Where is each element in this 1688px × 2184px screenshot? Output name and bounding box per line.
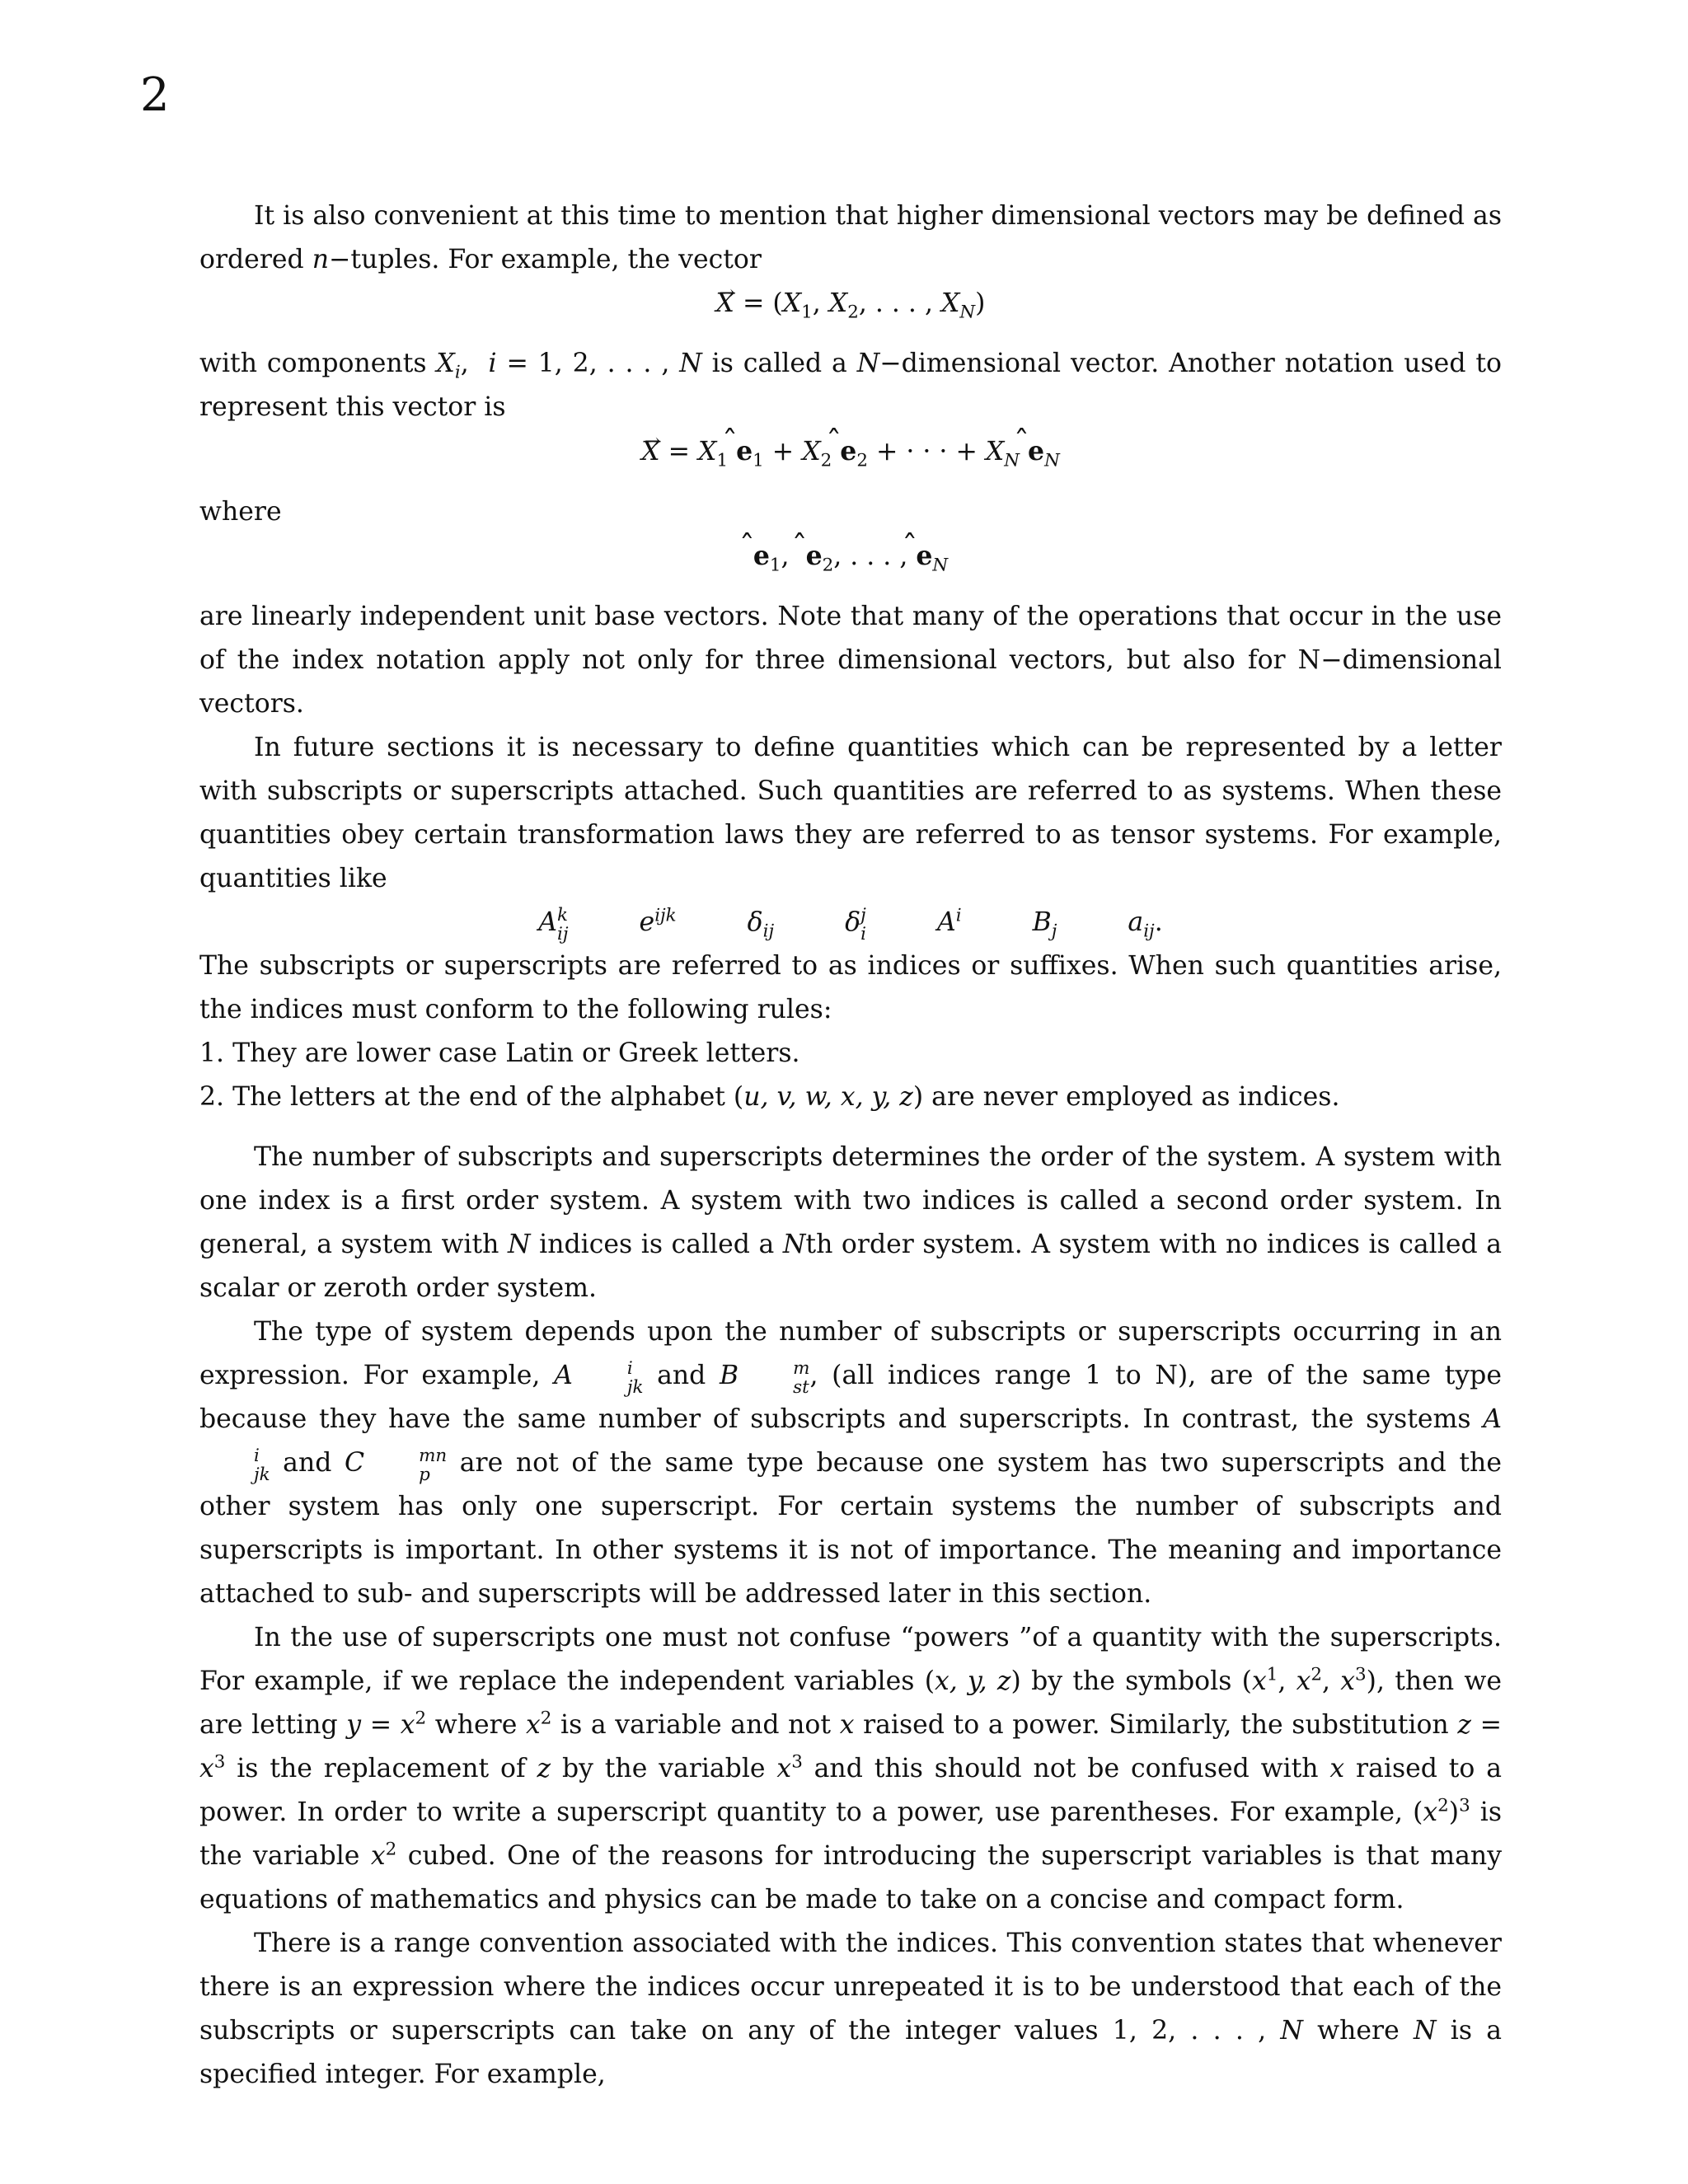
equation-base-vectors: ̂ $e_1$, ̂ $e_2$, . . . , ̂ $e_N$ <box>199 534 1502 579</box>
paragraph-6: The number of subscripts and superscripts determines the order of the system. A system with one index is a first order system. A system with two indices is called a second order system. In general, a system with N indices is called a Nth order system. A system with no indices is called a scalar or zeroth order system. <box>199 1142 1502 1303</box>
where-label: where <box>199 497 282 527</box>
page-body <box>199 194 1502 2097</box>
equation-systems-examples: A k ij $e^{ijk}$ $\delta_{ij}$ δ j i $A^i$ $B_j$ $a_{ij}$. <box>538 904 1163 945</box>
paragraph-3: are linearly independent unit base vectors. Note that many of the operations that occur in the use of the index notation apply not only for three dimensional vectors, but also for N−dimensional vectors. <box>199 602 1502 719</box>
paragraph-8: In the use of superscripts one must not confuse “powers ”of a quantity with the superscripts. For example, if we replace the independent variables (x, y, z) by the symbols ($x^1$, $x^2$, $x^3$), then we are letting $y = x^2$ where $x^2$ is a variable and not x raised to a power. Similarly, the substitution $z = x^3$ is the replacement of z by the variable $x^3$ and this should not be confused with x raised to a power. In order to write a superscript quantity to a power, use parentheses. For example, $(x^2)^3$ is the variable $x^2$ cubed. One of the reasons for introducing the superscript variables is that many equations of mathematics and physics can be made to take on a concise and compact form. <box>199 1623 1503 1915</box>
rule-2: 2. The letters at the end of the alphabet (u, v, w, x, y, z) are never employed as indices. <box>199 1082 1340 1112</box>
page-number: 2 <box>140 68 170 122</box>
paragraph-5: The subscripts or superscripts are referred to as indices or suffixes. When such quantities arise, the indices must conform to the following rules: <box>199 951 1502 1024</box>
paragraph-4: In future sections it is necessary to define quantities which can be represented by a letter with subscripts or superscripts attached. Such quantities are referred to as systems. When these quantities obey certain transformation laws they are referred to as tensor systems. For example, quantities like <box>199 733 1502 893</box>
equation-vector-tuple: → $X = (X_1$, $X_2$, . . . , $X_N$) <box>199 282 1502 326</box>
paragraph-1: It is also convenient at this time to mention that higher dimensional vectors may be defined as ordered n−tuples. For example, the vector <box>199 201 1502 274</box>
paragraph-7: The type of system depends upon the number of subscripts or superscripts occurring in an expression. For example, A i jk and B m st , (all indices range 1 to N), are of the same type because they have the same number of subscripts and superscripts. In contrast, the systems A i jk and C mn p are not of the same type because one system has two superscripts and the other system has only one superscript. For certain systems the number of subscripts and superscripts is important. In other systems it is not of importance. The meaning and importance attached to sub- and superscripts will be addressed later in this section. <box>199 1317 1502 1609</box>
equation-vector-basis: → $X = X_1$ ̂ $e_1 + X_2$ ̂ $e_2$ + · · · + $X_N$ ̂ $e_N$ <box>199 429 1502 474</box>
paragraph-9: There is a range convention associated with the indices. This convention states that whenever there is an expression where the indices occur unrepeated it is to be understood that each of the subscripts or superscripts can take on any of the integer values 1, 2, . . . , N where N is a specified integer. For example, <box>199 1929 1502 2089</box>
rule-1: 1. They are lower case Latin or Greek letters. <box>199 1038 800 1068</box>
paragraph-2: with components $X_i$, i = 1, 2, . . . , N is called a N−dimensional vector. Another notation used to represent this vector is <box>199 349 1502 422</box>
